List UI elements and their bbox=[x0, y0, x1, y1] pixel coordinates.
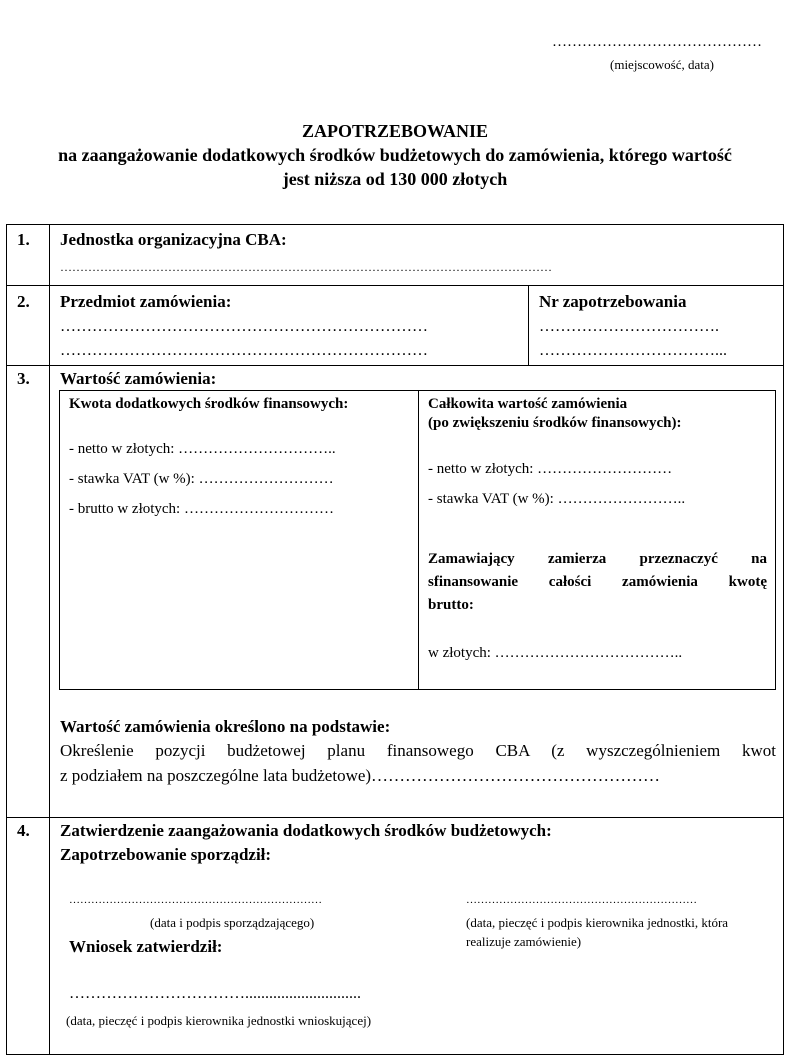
row-divider-3 bbox=[6, 817, 783, 818]
preparer-signature-field[interactable]: …………………………………………………………… bbox=[69, 894, 322, 906]
row2-column-divider bbox=[528, 285, 529, 365]
total-vat-field[interactable]: - stawka VAT (w %): …………………….. bbox=[428, 491, 686, 507]
row-number-3: 3. bbox=[17, 369, 30, 388]
unit-head-signature-field[interactable]: ……………………………………………………… bbox=[466, 894, 697, 906]
additional-netto-field[interactable]: - netto w złotych: ………………………….. bbox=[69, 441, 336, 457]
row-divider-1 bbox=[6, 285, 783, 286]
approver-signature-caption: (data, pieczęć i podpis kierownika jednostki wnioskującej) bbox=[66, 1013, 372, 1028]
preparer-signature-caption: (data i podpis sporządzającego) bbox=[150, 915, 315, 930]
row-number-2: 2. bbox=[17, 292, 30, 311]
order-value-label: Wartość zamówienia: bbox=[60, 369, 217, 388]
unit-head-signature-caption-line1: (data, pieczęć i podpis kierownika jednostki, która bbox=[466, 915, 729, 930]
table-border-right bbox=[783, 224, 784, 1055]
additional-funds-heading: Kwota dodatkowych środków finansowych: bbox=[69, 396, 349, 412]
prepared-by-label: Zapotrzebowanie sporządził: bbox=[60, 845, 272, 864]
basis-text-line1: Określenie pozycji budżetowej planu finansowego CBA (z wyszczególnieniem kwot bbox=[60, 741, 776, 760]
row-number-4: 4. bbox=[17, 821, 30, 840]
additional-vat-field[interactable]: - stawka VAT (w %): ……………………… bbox=[69, 471, 334, 487]
order-subject-field-line1[interactable]: …………………………………………………………… bbox=[60, 318, 428, 335]
total-value-subheading: (po zwiększeniu środków finansowych): bbox=[428, 415, 682, 431]
approved-by-label: Wniosek zatwierdził: bbox=[69, 937, 223, 956]
total-brutto-field[interactable]: w złotych: ……………………………….. bbox=[428, 645, 683, 661]
total-netto-field[interactable]: - netto w złotych: ……………………… bbox=[428, 461, 673, 477]
document-subtitle-line2: jest niższa od 130 000 złotych bbox=[282, 169, 508, 189]
org-unit-field[interactable]: …………………………………………………………………………………………………………… bbox=[60, 260, 552, 274]
request-number-label: Nr zapotrzebowania bbox=[539, 292, 687, 311]
document-title: ZAPOTRZEBOWANIE bbox=[301, 121, 489, 141]
approver-signature-field[interactable]: ……………………………............................. bbox=[69, 985, 361, 1002]
place-date-dots: …………………………………… bbox=[552, 34, 762, 50]
intent-line3: brutto: bbox=[428, 597, 474, 613]
additional-brutto-field[interactable]: - brutto w złotych: ………………………… bbox=[69, 501, 334, 517]
basis-label: Wartość zamówienia określono na podstawie: bbox=[60, 717, 391, 736]
approval-label: Zatwierdzenie zaangażowania dodatkowych środków budżetowych: bbox=[60, 821, 552, 840]
total-value-heading: Całkowita wartość zamówienia bbox=[428, 396, 628, 412]
number-column-divider bbox=[49, 224, 50, 1055]
row-divider-2 bbox=[6, 365, 783, 366]
order-subject-field-line2[interactable]: …………………………………………………………… bbox=[60, 342, 428, 359]
value-inner-divider bbox=[418, 390, 419, 690]
document-subtitle-line1: na zaangażowanie dodatkowych środków budżetowych do zamówienia, którego wartość bbox=[58, 145, 732, 165]
row-number-1: 1. bbox=[17, 230, 30, 249]
table-border-left bbox=[6, 224, 7, 1055]
intent-line2: sfinansowanie całości zamówienia kwotę bbox=[428, 574, 767, 590]
unit-head-signature-caption-line2: realizuje zamówienie) bbox=[466, 934, 582, 949]
org-unit-label: Jednostka organizacyjna CBA: bbox=[60, 230, 287, 249]
basis-text-line2[interactable]: z podziałem na poszczególne lata budżetowe)…………………………………………… bbox=[60, 766, 661, 785]
intent-line1: Zamawiający zamierza przeznaczyć na bbox=[428, 551, 767, 567]
table-border-top bbox=[6, 224, 783, 225]
request-number-field-line2[interactable]: ……………………………... bbox=[539, 342, 727, 359]
request-number-field-line1[interactable]: ……………………………. bbox=[539, 318, 719, 335]
table-border-bottom bbox=[6, 1054, 783, 1055]
order-subject-label: Przedmiot zamówienia: bbox=[60, 292, 232, 311]
place-date-label: (miejscowość, data) bbox=[610, 57, 714, 72]
